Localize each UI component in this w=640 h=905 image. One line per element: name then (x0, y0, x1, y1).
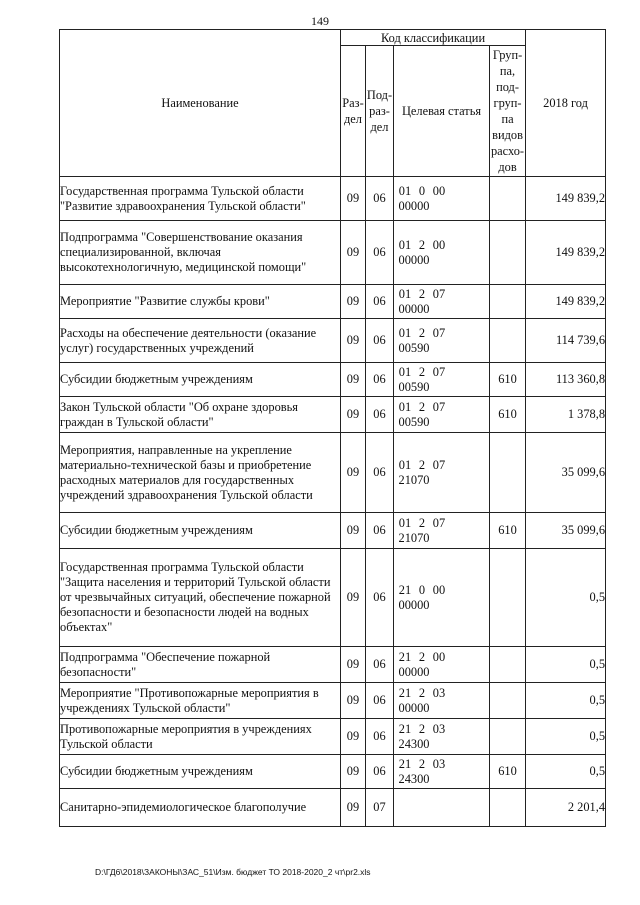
row-razdel: 09 (341, 285, 366, 319)
target-direction: 24300 (398, 771, 430, 786)
target-event: 07 (432, 515, 446, 530)
target-subprogram: 2 (418, 364, 426, 379)
file-path-footer: D:\ГД6\2018\ЗАКОНЫ\ЗАС_51\Изм. бюджет ТО 2018-2020_2 чт\pr2.xls (95, 867, 371, 877)
header-podrazdel: Под- раз- дел (366, 46, 394, 177)
row-group (490, 433, 526, 513)
row-group (490, 549, 526, 647)
row-group: 610 (490, 755, 526, 789)
target-program: 21 (398, 649, 412, 664)
target-program: 01 (398, 399, 412, 414)
target-direction: 00000 (398, 198, 430, 213)
target-subprogram: 2 (418, 756, 426, 771)
target-event: 07 (432, 399, 446, 414)
target-subprogram: 2 (418, 649, 426, 664)
target-event: 00 (432, 237, 446, 252)
row-target-code (394, 177, 490, 221)
target-event: 07 (432, 286, 446, 301)
target-subprogram: 2 (418, 237, 426, 252)
target-program: 21 (398, 582, 412, 597)
target-event: 00 (432, 582, 446, 597)
row-razdel: 09 (341, 433, 366, 513)
row-group: 610 (490, 363, 526, 397)
row-amount: 1 378,8 (526, 397, 606, 433)
target-event: 07 (432, 457, 446, 472)
row-name: Мероприятия, направленные на укрепление материально-технической базы и приобретение расходных материалов для государственных учреждений здравоохранения Тульской области (60, 433, 341, 513)
row-name: Противопожарные мероприятия в учреждениях Тульской области (60, 719, 341, 755)
table-row (60, 755, 606, 789)
row-target-code (394, 221, 490, 285)
table-body (60, 177, 606, 827)
header-name: Наименование (60, 30, 341, 177)
row-podrazdel: 07 (366, 789, 394, 827)
target-direction: 21070 (398, 472, 430, 487)
target-event: 00 (432, 649, 446, 664)
table-row (60, 363, 606, 397)
row-amount: 0,5 (526, 683, 606, 719)
target-direction: 00590 (398, 414, 430, 429)
target-program: 01 (398, 325, 412, 340)
row-name: Закон Тульской области "Об охране здоровья граждан в Тульской области" (60, 397, 341, 433)
row-name: Подпрограмма "Совершенствование оказания специализированной, включая высокотехнологичную, медицинской помощи" (60, 221, 341, 285)
row-group (490, 789, 526, 827)
table-row (60, 285, 606, 319)
row-target-code (394, 719, 490, 755)
target-event: 03 (432, 685, 446, 700)
row-podrazdel: 06 (366, 755, 394, 789)
row-name: Субсидии бюджетным учреждениям (60, 363, 341, 397)
row-podrazdel: 06 (366, 647, 394, 683)
row-podrazdel: 06 (366, 363, 394, 397)
row-podrazdel: 06 (366, 397, 394, 433)
row-group: 610 (490, 397, 526, 433)
target-program: 21 (398, 721, 412, 736)
row-amount: 114 739,6 (526, 319, 606, 363)
row-group (490, 221, 526, 285)
target-direction: 00000 (398, 252, 430, 267)
row-target-code (394, 647, 490, 683)
row-amount: 149 839,2 (526, 221, 606, 285)
target-direction: 00000 (398, 664, 430, 679)
row-razdel: 09 (341, 647, 366, 683)
row-target-code (394, 755, 490, 789)
table-row (60, 719, 606, 755)
row-podrazdel: 06 (366, 433, 394, 513)
row-name: Санитарно-эпидемиологическое благополучие (60, 789, 341, 827)
row-amount: 149 839,2 (526, 177, 606, 221)
target-subprogram: 2 (418, 399, 426, 414)
row-name: Субсидии бюджетным учреждениям (60, 755, 341, 789)
row-group (490, 683, 526, 719)
table-row (60, 177, 606, 221)
target-program: 01 (398, 364, 412, 379)
header-target: Целевая статья (394, 46, 490, 177)
header-razdel: Раз- дел (341, 46, 366, 177)
table-row (60, 647, 606, 683)
page-number: 149 (311, 14, 329, 28)
row-amount: 0,5 (526, 755, 606, 789)
target-subprogram: 0 (418, 582, 426, 597)
row-name: Государственная программа Тульской области "Защита населения и территорий Тульской области от чрезвычайных ситуаций, обеспечение пожарной безопасности и безопасности людей на водных объектах" (60, 549, 341, 647)
target-event: 00 (432, 183, 446, 198)
target-direction: 00590 (398, 340, 430, 355)
row-name: Подпрограмма "Обеспечение пожарной безопасности" (60, 647, 341, 683)
table-row (60, 683, 606, 719)
row-razdel: 09 (341, 319, 366, 363)
row-podrazdel: 06 (366, 319, 394, 363)
row-razdel: 09 (341, 719, 366, 755)
target-direction: 00000 (398, 700, 430, 715)
row-podrazdel: 06 (366, 285, 394, 319)
budget-table (59, 29, 606, 827)
row-group (490, 177, 526, 221)
row-name: Субсидии бюджетным учреждениям (60, 513, 341, 549)
row-group (490, 285, 526, 319)
target-direction: 21070 (398, 530, 430, 545)
row-razdel: 09 (341, 755, 366, 789)
row-name: Мероприятие "Противопожарные мероприятия в учреждениях Тульской области" (60, 683, 341, 719)
target-event: 03 (432, 721, 446, 736)
target-direction: 00000 (398, 301, 430, 316)
target-subprogram: 0 (418, 183, 426, 198)
row-razdel: 09 (341, 397, 366, 433)
row-amount: 35 099,6 (526, 433, 606, 513)
header-year: 2018 год (526, 30, 606, 177)
row-amount: 0,5 (526, 647, 606, 683)
row-amount: 0,5 (526, 719, 606, 755)
row-name: Расходы на обеспечение деятельности (оказание услуг) государственных учреждений (60, 319, 341, 363)
row-podrazdel: 06 (366, 513, 394, 549)
row-razdel: 09 (341, 221, 366, 285)
target-program: 01 (398, 515, 412, 530)
row-amount: 149 839,2 (526, 285, 606, 319)
row-target-code (394, 319, 490, 363)
target-program: 21 (398, 685, 412, 700)
header-group: Груп- па, под- груп- па видов расхо- дов (490, 46, 526, 177)
row-target-code (394, 549, 490, 647)
row-podrazdel: 06 (366, 719, 394, 755)
target-event: 07 (432, 325, 446, 340)
row-podrazdel: 06 (366, 177, 394, 221)
row-target-code (394, 363, 490, 397)
row-razdel: 09 (341, 177, 366, 221)
table-row (60, 549, 606, 647)
table-row (60, 513, 606, 549)
row-target-code (394, 433, 490, 513)
row-razdel: 09 (341, 789, 366, 827)
table-row (60, 789, 606, 827)
target-direction: 00590 (398, 379, 430, 394)
table-row (60, 319, 606, 363)
row-group (490, 719, 526, 755)
row-group: 610 (490, 513, 526, 549)
row-group (490, 647, 526, 683)
target-direction: 24300 (398, 736, 430, 751)
table-row (60, 433, 606, 513)
row-amount: 35 099,6 (526, 513, 606, 549)
row-amount: 113 360,8 (526, 363, 606, 397)
row-razdel: 09 (341, 363, 366, 397)
target-subprogram: 2 (418, 325, 426, 340)
row-razdel: 09 (341, 549, 366, 647)
row-target-code (394, 285, 490, 319)
target-event: 07 (432, 364, 446, 379)
row-group (490, 319, 526, 363)
target-direction: 00000 (398, 597, 430, 612)
row-target-code (394, 513, 490, 549)
table-row (60, 397, 606, 433)
row-target-code (394, 789, 490, 827)
row-razdel: 09 (341, 683, 366, 719)
header-code-group: Код классификации (341, 30, 526, 46)
target-program: 01 (398, 237, 412, 252)
target-subprogram: 2 (418, 457, 426, 472)
target-subprogram: 2 (418, 515, 426, 530)
row-podrazdel: 06 (366, 549, 394, 647)
target-program: 21 (398, 756, 412, 771)
target-subprogram: 2 (418, 685, 426, 700)
row-target-code (394, 683, 490, 719)
target-program: 01 (398, 286, 412, 301)
target-program: 01 (398, 457, 412, 472)
row-razdel: 09 (341, 513, 366, 549)
target-subprogram: 2 (418, 286, 426, 301)
target-program: 01 (398, 183, 412, 198)
row-amount: 0,5 (526, 549, 606, 647)
row-podrazdel: 06 (366, 683, 394, 719)
table-row (60, 221, 606, 285)
row-podrazdel: 06 (366, 221, 394, 285)
row-name: Мероприятие "Развитие службы крови" (60, 285, 341, 319)
target-event: 03 (432, 756, 446, 771)
target-subprogram: 2 (418, 721, 426, 736)
row-amount: 2 201,4 (526, 789, 606, 827)
row-name: Государственная программа Тульской области "Развитие здравоохранения Тульской области" (60, 177, 341, 221)
row-target-code (394, 397, 490, 433)
